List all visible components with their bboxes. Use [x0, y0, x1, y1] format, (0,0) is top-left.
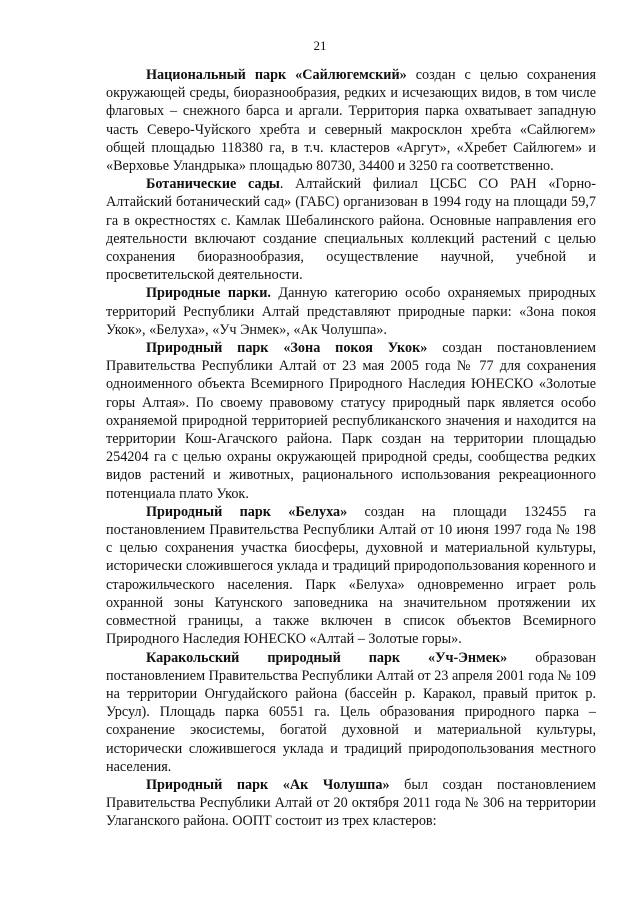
paragraph-uch-enmek [106, 649, 596, 776]
paragraph-sailyugemsky [106, 66, 596, 175]
paragraph-text: был создан постановлением Правительства Республики Алтай от 20 октября 2011 года № 306 на территории Улаганского района. ООПТ состоит из трех кластеров: [106, 776, 596, 830]
paragraph-text: образован постановлением Правительства Республики Алтай от 23 апреля 2001 года № 109 на территории Онгудайского района (бассейн р. Каракол, правый приток р. Урсул). Площадь парка 60551 га. Цель образования природного парка – сохранение экосистемы, богатой духовной и материальной культуры, исторически сложившегося уклада и традиций природопользования местного населения. [106, 649, 596, 775]
page-number: 21 [313, 38, 327, 53]
paragraph-heading: Ботанические сады [146, 176, 280, 193]
paragraph-ak-cholushpa [106, 776, 596, 831]
paragraph-text: создан с целью сохранения окружающей среды, биоразнообразия, редких и исчезающих видов, в том числе флаговых – снежного барса и аргали. Территория парка охватывает западную часть Северо-Чуйского хребта и северный макросклон хребта «Сайлюгем» общей площадью 118380 га, в т.ч. кластеров «Аргут», «Хребет Сайлюгем» и «Верховье Уландрыка» площадью 80730, 34400 и 3250 га соответственно. [106, 67, 596, 175]
paragraph-botanical-gardens [106, 175, 596, 284]
paragraph-heading: Природный парк «Белуха» [146, 503, 348, 520]
paragraph-heading: Природные парки. [146, 285, 271, 302]
paragraph-ukok [106, 339, 596, 503]
paragraph-heading: Природный парк «Ак Чолушпа» [146, 776, 390, 793]
paragraph-heading: Национальный парк «Сайлюгемский» [146, 67, 407, 83]
paragraph-nature-parks [106, 284, 596, 339]
paragraph-heading: Природный парк «Зона покоя Укок» [146, 340, 428, 357]
paragraph-heading: Каракольский природный парк «Уч-Энмек» [146, 649, 508, 666]
paragraph-text: создан постановлением Правительства Республики Алтай от 23 мая 2005 года № 77 для сохранения одноименного объекта Всемирного Природного Наследия ЮНЕСКО «Золотые горы Алтая». По своему правовому статусу природный парк является особо охраняемой природной территорией республиканского значения и находится на территории Кош-Агачского района. Парк создан на территории площадью 254204 га с целью охраны окружающей природной среды, сообщества редких видов растений и животных, рационального использования рекреационного потенциала плато Укок. [106, 340, 596, 502]
paragraph-text: создан на площади 132455 га постановлением Правительства Республики Алтай от 10 июня 1997 года № 198 с целью сохранения участка биосферы, духовной и материальной культуры, исторически сложившегося уклада и традиций природопользования коренного и старожильческого населения. Парк «Белуха» одновременно играет роль охранной зоны Катунского заповедника на значительном протяжении их совместной границы, а также включен в список объектов Всемирного Природного Наследия ЮНЕСКО «Алтай – Золотые горы». [106, 503, 597, 648]
document-body [106, 66, 596, 831]
paragraph-text: . Алтайский филиал ЦСБС СО РАН «Горно-Алтайский ботанический сад» (ГАБС) организован в 1994 году на площади 59,7 га в окрестностях с. Камлак Шебалинского района. Основные направления его деятельности включают создание специальных коллекций растений с целью сохранения биоразнообразия, осуществление научной, учебной и просветительской деятельности. [106, 176, 596, 284]
paragraph-belukha [106, 503, 596, 649]
paragraph-text: Данную категорию особо охраняемых природных территорий Республики Алтай представляют природные парки: «Зона покоя Укок», «Белуха», «Уч Энмек», «Ак Чолушпа». [106, 285, 596, 338]
